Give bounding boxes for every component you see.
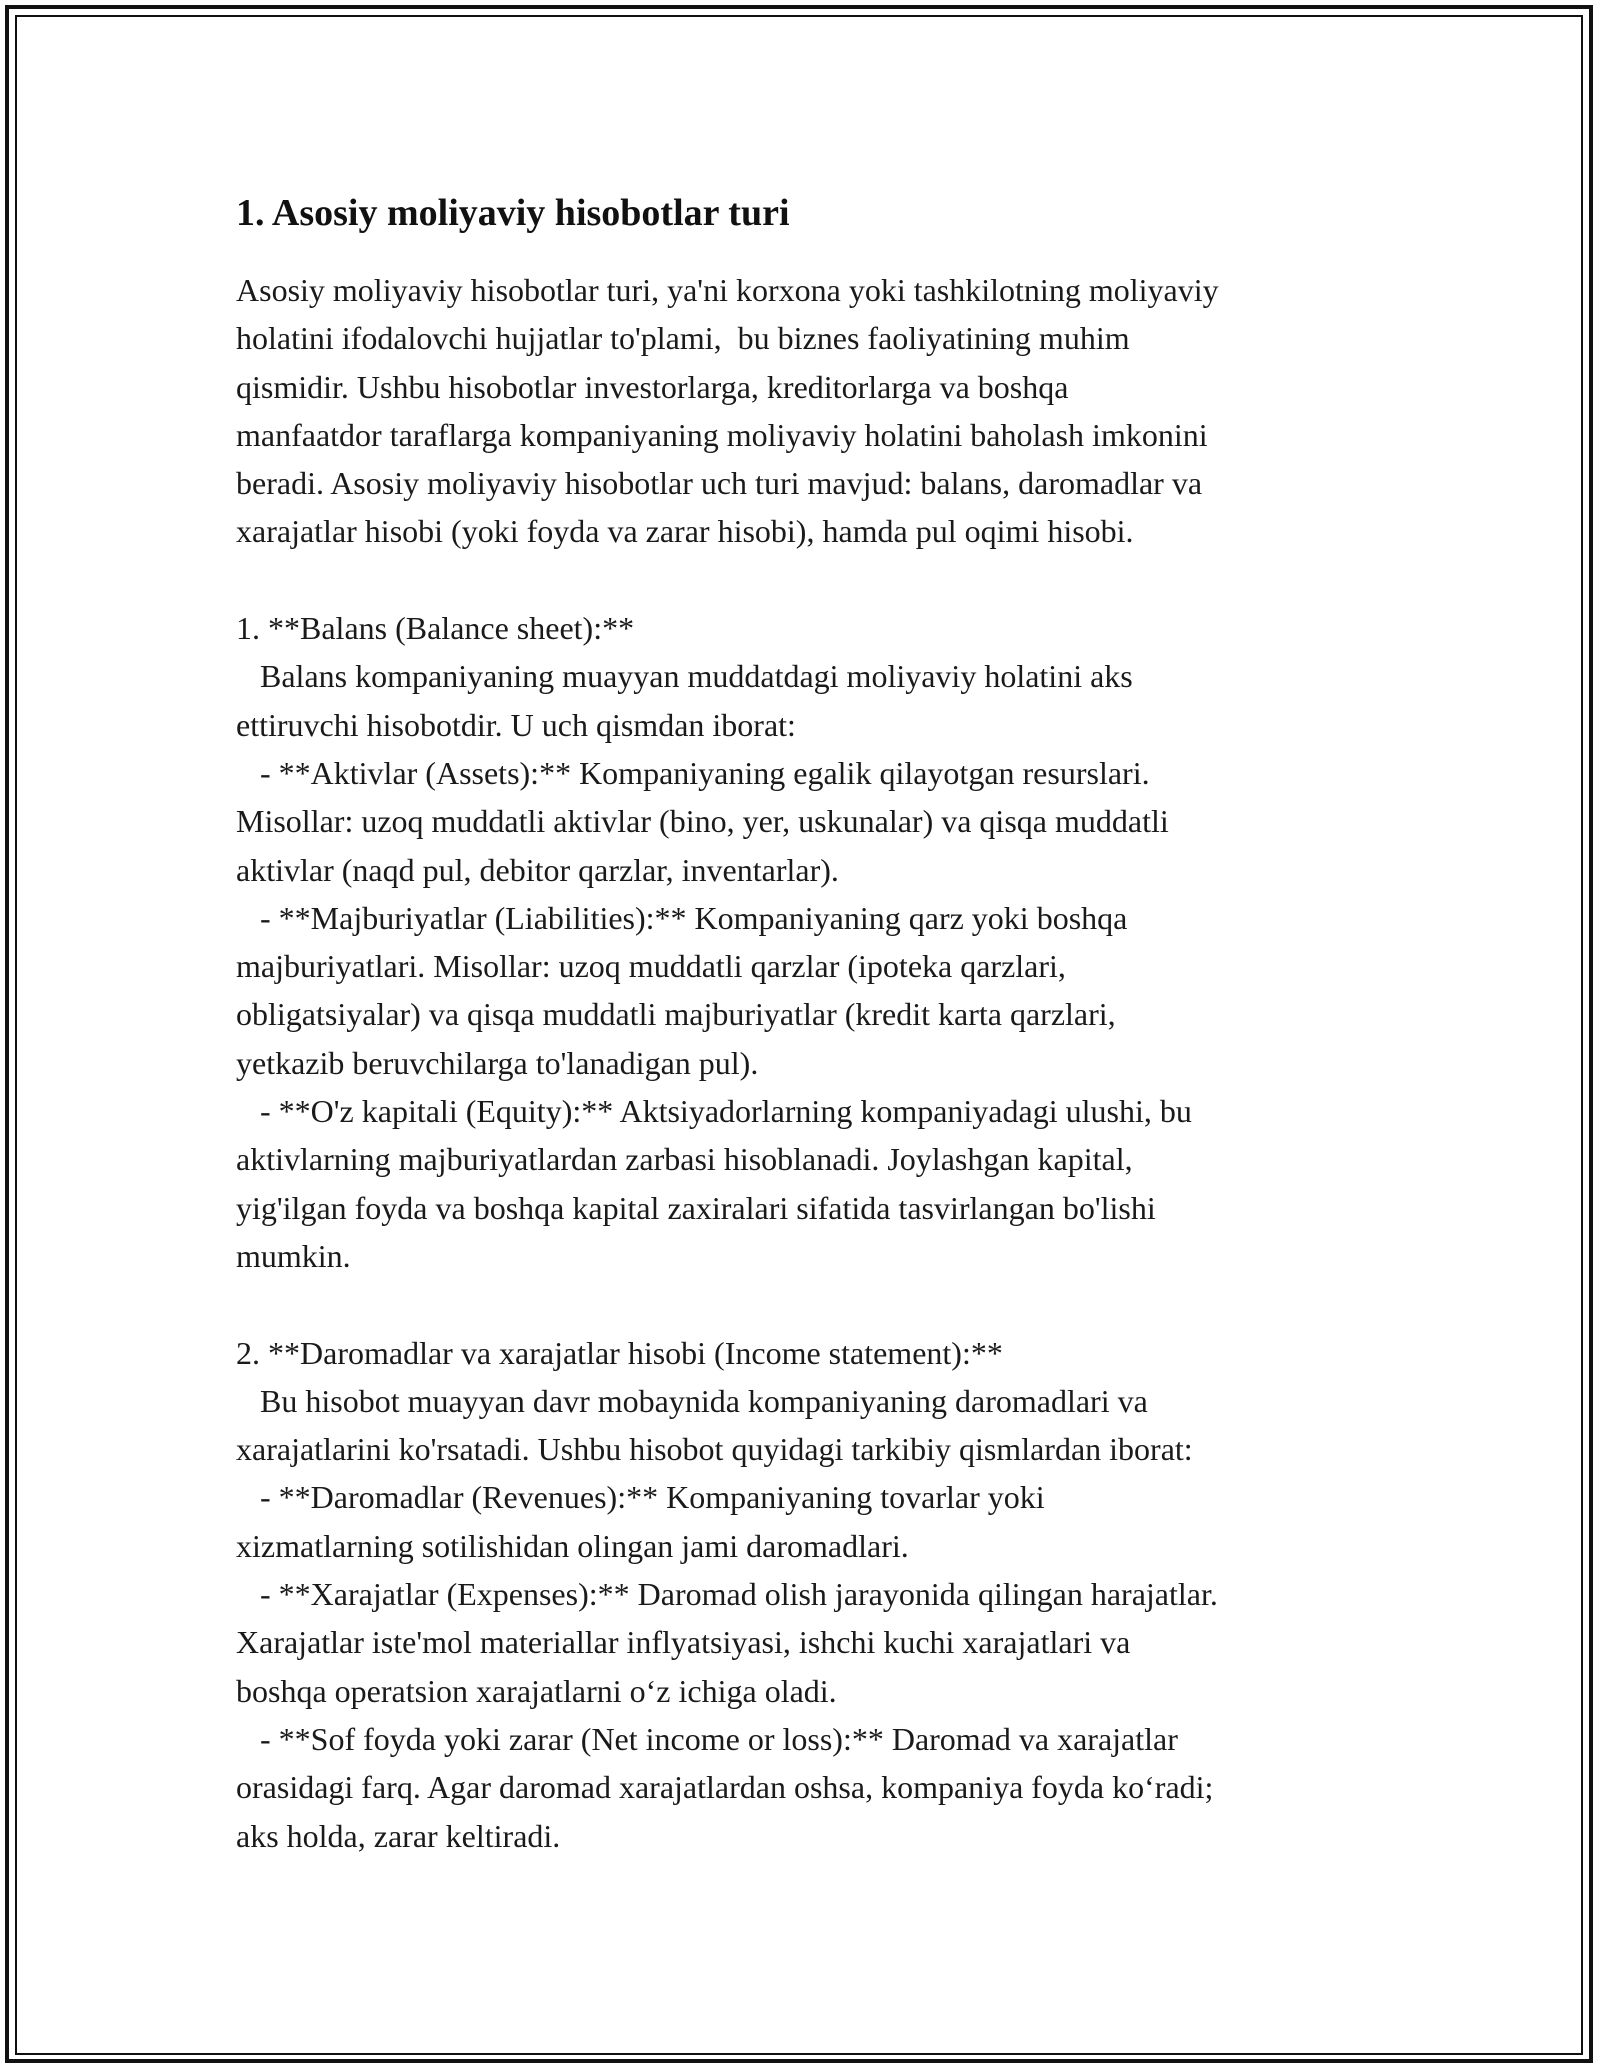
text-line: qismidir. Ushbu hisobotlar investorlarga, kreditorlarga va boshqa bbox=[236, 368, 1069, 405]
text-line: aks holda, zarar keltiradi. bbox=[236, 1817, 561, 1854]
text-line: orasidagi farq. Agar daromad xarajatlardan oshsa, kompaniya foyda ko‘radi; bbox=[236, 1769, 1214, 1806]
blank-line bbox=[236, 1280, 1376, 1328]
text-line: aktivlarning majburiyatlardan zarbasi hisoblanadi. Joylashgan kapital, bbox=[236, 1141, 1133, 1178]
text-line: manfaatdor taraflarga kompaniyaning moliyaviy holatini baholash imkonini bbox=[236, 416, 1208, 453]
document-content bbox=[236, 186, 1376, 1860]
text-line: xarajatlar hisobi (yoki foyda va zarar hisobi), hamda pul oqimi hisobi. bbox=[236, 513, 1134, 550]
text-line: Misollar: uzoq muddatli aktivlar (bino, yer, uskunalar) va qisqa muddatli bbox=[236, 803, 1169, 840]
text-line: yetkazib beruvchilarga to'lanadigan pul). bbox=[236, 1044, 759, 1081]
text-line: boshqa operatsion xarajatlarni o‘z ichiga oladi. bbox=[236, 1672, 837, 1709]
text-line: yig'ilgan foyda va boshqa kapital zaxiralari sifatida tasvirlangan bo'lishi bbox=[236, 1189, 1156, 1226]
text-line: - **Sof foyda yoki zarar (Net income or loss):** Daromad va xarajatlar bbox=[236, 1720, 1178, 1757]
text-line: - **Xarajatlar (Expenses):** Daromad olish jarayonida qilingan harajatlar. bbox=[236, 1576, 1218, 1613]
text-line: majburiyatlari. Misollar: uzoq muddatli qarzlar (ipoteka qarzlari, bbox=[236, 948, 1066, 985]
text-line: Bu hisobot muayyan davr mobaynida kompaniyaning daromadlari va bbox=[236, 1382, 1148, 1419]
text-line: - **Aktivlar (Assets):** Kompaniyaning egalik qilayotgan resurslari. bbox=[236, 754, 1150, 791]
text-line: ettiruvchi hisobotdir. U uch qismdan iborat: bbox=[236, 706, 796, 743]
text-line: obligatsiyalar) va qisqa muddatli majburiyatlar (kredit karta qarzlari, bbox=[236, 996, 1116, 1033]
text-line: xarajatlarini ko'rsatadi. Ushbu hisobot quyidagi tarkibiy qismlardan iborat: bbox=[236, 1431, 1193, 1468]
text-line: 2. **Daromadlar va xarajatlar hisobi (Income statement):** bbox=[236, 1334, 1003, 1371]
document-body bbox=[236, 266, 1376, 1860]
text-line: - **Daromadlar (Revenues):** Kompaniyaning tovarlar yoki bbox=[236, 1479, 1045, 1516]
text-line: beradi. Asosiy moliyaviy hisobotlar uch turi mavjud: balans, daromadlar va bbox=[236, 465, 1203, 502]
text-line: Xarajatlar iste'mol materiallar inflyatsiyasi, ishchi kuchi xarajatlari va bbox=[236, 1624, 1131, 1661]
text-line: aktivlar (naqd pul, debitor qarzlar, inventarlar). bbox=[236, 851, 839, 888]
text-line: mumkin. bbox=[236, 1237, 351, 1274]
blank-line bbox=[236, 556, 1376, 604]
text-line: xizmatlarning sotilishidan olingan jami daromadlari. bbox=[236, 1527, 909, 1564]
text-line: - **Majburiyatlar (Liabilities):** Kompaniyaning qarz yoki boshqa bbox=[236, 899, 1128, 936]
text-line: holatini ifodalovchi hujjatlar to'plami, bu biznes faoliyatining muhim bbox=[236, 320, 1130, 357]
text-line: Asosiy moliyaviy hisobotlar turi, ya'ni korxona yoki tashkilotning moliyaviy bbox=[236, 272, 1219, 308]
document-title: 1. Asosiy moliyaviy hisobotlar turi bbox=[236, 192, 790, 234]
text-line: 1. **Balans (Balance sheet):** bbox=[236, 610, 635, 647]
text-line: Balans kompaniyaning muayyan muddatdagi moliyaviy holatini aks bbox=[236, 658, 1133, 695]
text-line: - **O'z kapitali (Equity):** Aktsiyadorlarning kompaniyadagi ulushi, bu bbox=[236, 1093, 1192, 1130]
